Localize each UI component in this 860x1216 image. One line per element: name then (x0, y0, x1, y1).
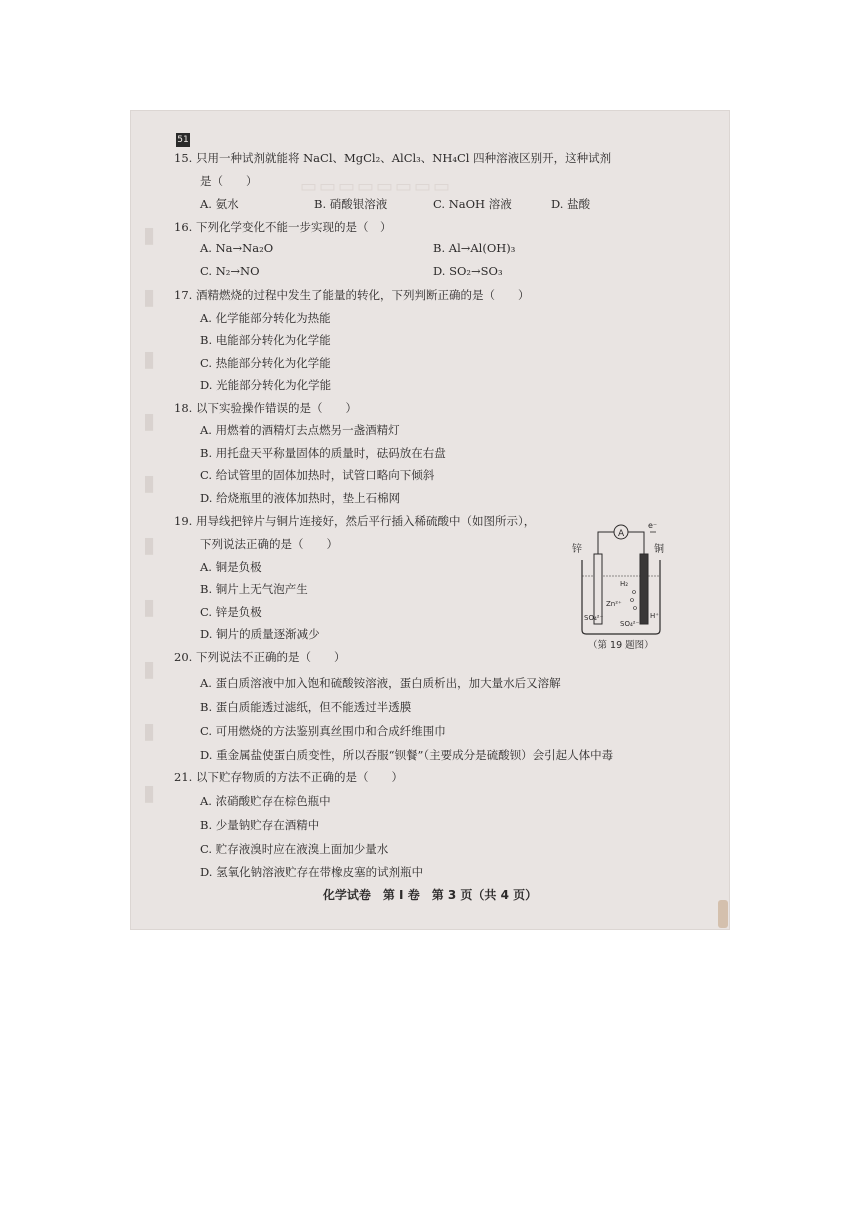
question-20-option-a: A. 蛋白质溶液中加入饱和硫酸铵溶液，蛋白质析出，加大量水后又溶解 (200, 676, 561, 690)
page-tag: 51 (177, 135, 189, 145)
question-18-stem: 18. 以下实验操作错误的是（ ） (174, 401, 357, 415)
question-20-option-d: D. 重金属盐使蛋白质变性，所以吞服“钡餐”（主要成分是硫酸钡）会引起人体中毒 (200, 748, 614, 762)
question-15-option-c: C. NaOH 溶液 (433, 197, 512, 211)
question-16-stem: 16. 下列化学变化不能一步实现的是（ ） (174, 220, 392, 234)
galvanic-cell-figure (570, 514, 670, 644)
page-footer: 化学试卷 第 Ⅰ 卷 第 3 页（共 4 页） (322, 888, 538, 902)
question-16-option-b: B. Al→Al(OH)₃ (433, 241, 516, 255)
question-21-option-d: D. 氢氧化钠溶液贮存在带橡皮塞的试剂瓶中 (200, 865, 424, 879)
question-15-option-a: A. 氨水 (200, 197, 239, 211)
question-19-option-c: C. 锌是负极 (200, 605, 262, 619)
question-16-option-d: D. SO₂→SO₃ (433, 264, 503, 278)
question-19-stem-cont: 下列说法正确的是（ ） (200, 537, 338, 551)
question-18-option-c: C. 给试管里的固体加热时，试管口略向下倾斜 (200, 468, 435, 482)
exam-page (130, 110, 730, 930)
svg-text:H⁺: H⁺ (650, 612, 659, 620)
question-15-option-d: D. 盐酸 (551, 197, 591, 211)
copper-label: 铜 (654, 544, 664, 555)
question-21-option-a: A. 浓硝酸贮存在棕色瓶中 (200, 794, 331, 808)
bleed-through-title: ▭▭▭▭▭▭▭▭ (300, 176, 453, 197)
question-20-option-c: C. 可用燃烧的方法鉴别真丝围巾和合成纤维围巾 (200, 724, 446, 738)
question-15-stem-cont: 是（ ） (200, 174, 258, 188)
question-19-option-a: A. 铜是负极 (200, 560, 262, 574)
question-20-option-b: B. 蛋白质能透过滤纸，但不能透过半透膜 (200, 700, 412, 714)
question-21-stem: 21. 以下贮存物质的方法不正确的是（ ） (174, 770, 403, 784)
question-15-stem: 15. 只用一种试剂就能将 NaCl、MgCl₂、AlCl₃、NH₄Cl 四种溶液区别开，这种试剂 (174, 151, 612, 165)
svg-text:A: A (618, 529, 625, 539)
question-17-option-c: C. 热能部分转化为化学能 (200, 356, 331, 370)
question-20-stem: 20. 下列说法不正确的是（ ） (174, 650, 346, 664)
galvanic-cell-diagram (570, 514, 670, 644)
question-19-option-d: D. 铜片的质量逐渐减少 (200, 627, 320, 641)
question-17-option-b: B. 电能部分转化为化学能 (200, 333, 331, 347)
svg-text:Zn²⁺: Zn²⁺ (606, 600, 622, 608)
question-18-option-a: A. 用燃着的酒精灯去点燃另一盏酒精灯 (200, 423, 400, 437)
paper-stain (718, 900, 728, 928)
question-17-option-d: D. 光能部分转化为化学能 (200, 378, 332, 392)
figure-caption: （第 19 题图） (588, 640, 654, 651)
question-16-option-c: C. N₂→NO (200, 264, 260, 278)
svg-text:SO₄²⁻: SO₄²⁻ (584, 614, 604, 622)
question-18-option-b: B. 用托盘天平称量固体的质量时，砝码放在右盘 (200, 446, 446, 460)
question-17-stem: 17. 酒精燃烧的过程中发生了能量的转化，下列判断正确的是（ ） (174, 288, 530, 302)
question-15-option-b: B. 硝酸银溶液 (314, 197, 388, 211)
question-19-option-b: B. 铜片上无气泡产生 (200, 582, 308, 596)
svg-text:e⁻: e⁻ (648, 521, 658, 530)
question-19-stem: 19. 用导线把锌片与铜片连接好，然后平行插入稀硫酸中（如图所示）， (174, 514, 536, 528)
zinc-label: 锌 (572, 544, 582, 555)
question-21-option-b: B. 少量钠贮存在酒精中 (200, 818, 320, 832)
copper-electrode (640, 554, 648, 624)
svg-text:SO₄²⁻: SO₄²⁻ (620, 620, 640, 628)
question-21-option-c: C. 贮存液溴时应在液溴上面加少量水 (200, 842, 389, 856)
svg-text:H₂: H₂ (620, 580, 629, 588)
question-16-option-a: A. Na→Na₂O (200, 241, 274, 255)
question-17-option-a: A. 化学能部分转化为热能 (200, 311, 331, 325)
bleed-through-text: ▮ ▮ ▮ ▮ ▮ ▮ ▮ ▮ ▮ ▮ (142, 223, 156, 806)
question-18-option-d: D. 给烧瓶里的液体加热时，垫上石棉网 (200, 491, 401, 505)
